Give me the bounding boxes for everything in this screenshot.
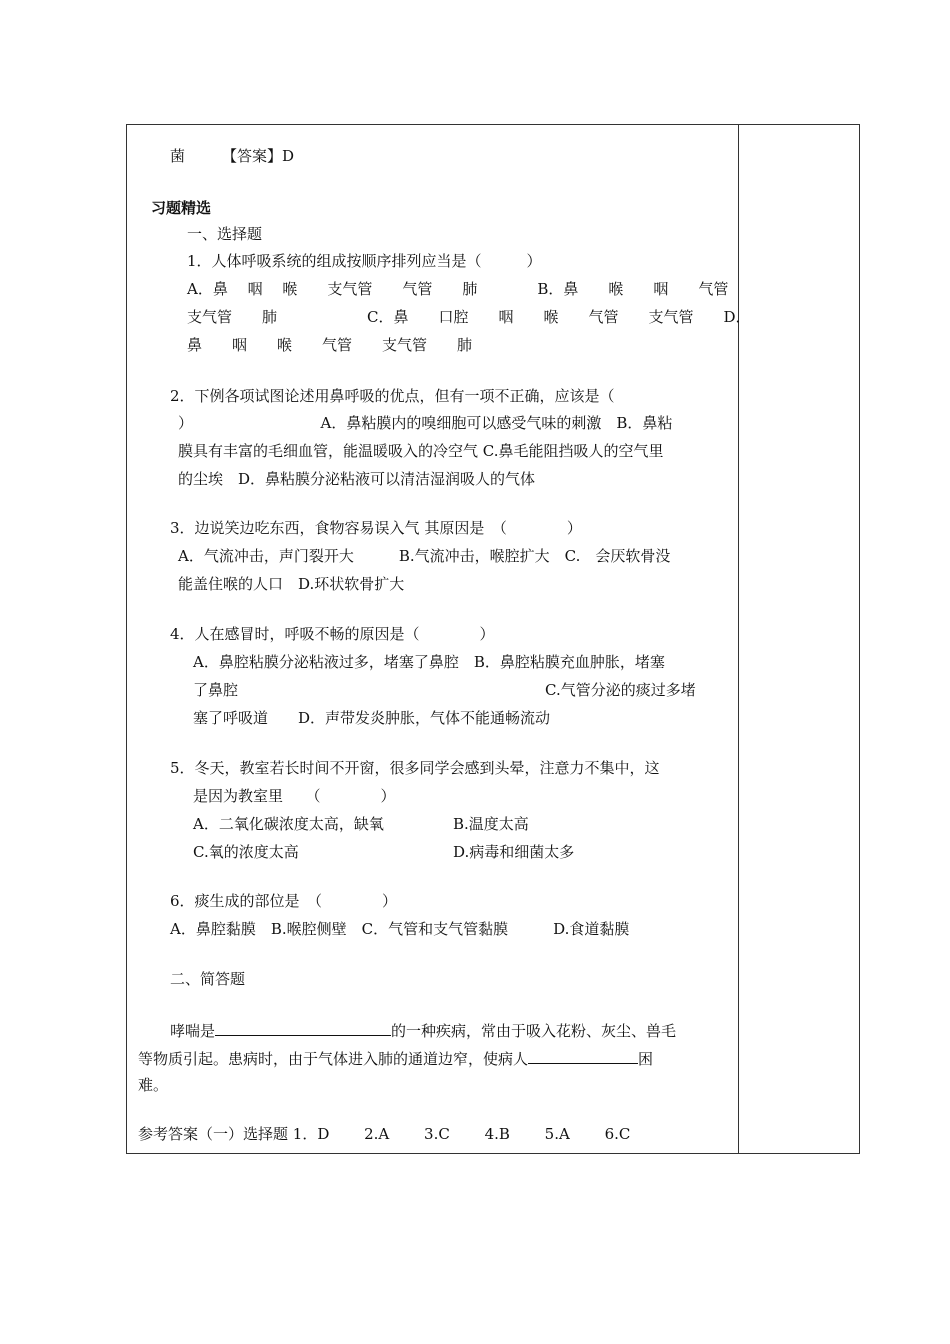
q3-stem: 3．边说笑边吃东西，食物容易误入气 其原因是 （ ） xyxy=(170,519,582,537)
q3-options-line2: 能盖住喉的人口 D.环状软骨扩大 xyxy=(178,575,405,593)
q2-options-line1: ） A．鼻粘膜内的嗅细胞可以感受气味的刺激 B．鼻粘 xyxy=(178,414,673,432)
q2-options-line3: 的尘埃 D．鼻粘膜分泌粘液可以清洁湿润吸人的气体 xyxy=(178,470,536,488)
q2-options-line2: 膜具有丰富的毛细血管，能温暖吸入的冷空气 C.鼻毛能阻挡吸人的空气里 xyxy=(178,442,664,460)
q5-option-d: D.病毒和细菌太多 xyxy=(453,843,575,861)
q1-stem: 1．人体呼吸系统的组成按顺序排列应当是（ ） xyxy=(187,252,542,270)
answer-blank-2[interactable] xyxy=(528,1047,638,1064)
q4-stem: 4．人在感冒时，呼吸不畅的原因是（ ） xyxy=(170,625,495,643)
q5-option-b: B.温度太高 xyxy=(453,815,529,833)
q6-options: A．鼻腔黏膜 B.喉腔侧壁 C．气管和支气管黏膜 D.食道黏膜 xyxy=(170,920,630,938)
answer-blank-1[interactable] xyxy=(215,1019,391,1036)
essay-text-1: 哮喘是 xyxy=(170,1022,216,1040)
q3-options-line1: A．气流冲击，声门裂开大 B.气流冲击，喉腔扩大 C. 会厌软骨没 xyxy=(178,547,671,565)
q5-option-c: C.氧的浓度太高 xyxy=(193,843,299,861)
essay-text-3: 等物质引起。患病时，由于气体进入肺的通道边窄，使病人 xyxy=(138,1050,529,1068)
reference-answers: 参考答案（一）选择题 1．D 2.A 3.C 4.B 5.A 6.C xyxy=(138,1125,631,1143)
q4-options-line1: A．鼻腔粘膜分泌粘液过多，堵塞了鼻腔 B．鼻腔粘膜充血肿胀，堵塞 xyxy=(193,653,665,671)
q5-stem: 5．冬天，教室若长时间不开窗，很多同学会感到头晕，注意力不集中，这 xyxy=(170,759,660,777)
q1-options-line3: 鼻 咽 喉 气管 支气管 肺 xyxy=(187,336,473,354)
section-choice-title: 一、选择题 xyxy=(187,225,263,243)
q1-options-line2: 支气管 肺 C．鼻 口腔 咽 喉 气管 支气管 D． xyxy=(187,308,751,326)
q2-stem: 2．下例各项试图论述用鼻呼吸的优点，但有一项不正确，应该是（ xyxy=(170,387,615,405)
essay-text-4: 困 xyxy=(638,1050,654,1068)
q6-stem: 6．痰生成的部位是 （ ） xyxy=(170,892,398,910)
essay-line2 xyxy=(138,1047,653,1069)
q1-options-line1: A．鼻 咽 喉 支气管 气管 肺 B．鼻 喉 咽 气管 xyxy=(187,280,729,298)
q4-options-line3: 塞了呼吸道 D．声带发炎肿胀，气体不能通畅流动 xyxy=(193,709,551,727)
intro-answer: 【答案】D xyxy=(222,147,295,165)
q4-options-line2a: 了鼻腔 xyxy=(193,681,239,699)
q4-options-line2b: C.气管分泌的痰过多堵 xyxy=(545,681,696,699)
essay-line3: 难。 xyxy=(138,1076,169,1094)
q5-stem-line2: 是因为教室里 （ ） xyxy=(193,787,396,805)
section-short-answer-title: 二、简答题 xyxy=(170,970,246,988)
essay-text-2: 的一种疾病，常由于吸入花粉、灰尘、兽毛 xyxy=(391,1022,677,1040)
q5-option-a: A．二氧化碳浓度太高，缺氧 xyxy=(193,815,384,833)
section-heading: 习题精选 xyxy=(151,199,212,217)
intro-tail: 菌 xyxy=(170,147,186,165)
column-divider xyxy=(738,124,739,1154)
essay-line1 xyxy=(170,1019,676,1041)
